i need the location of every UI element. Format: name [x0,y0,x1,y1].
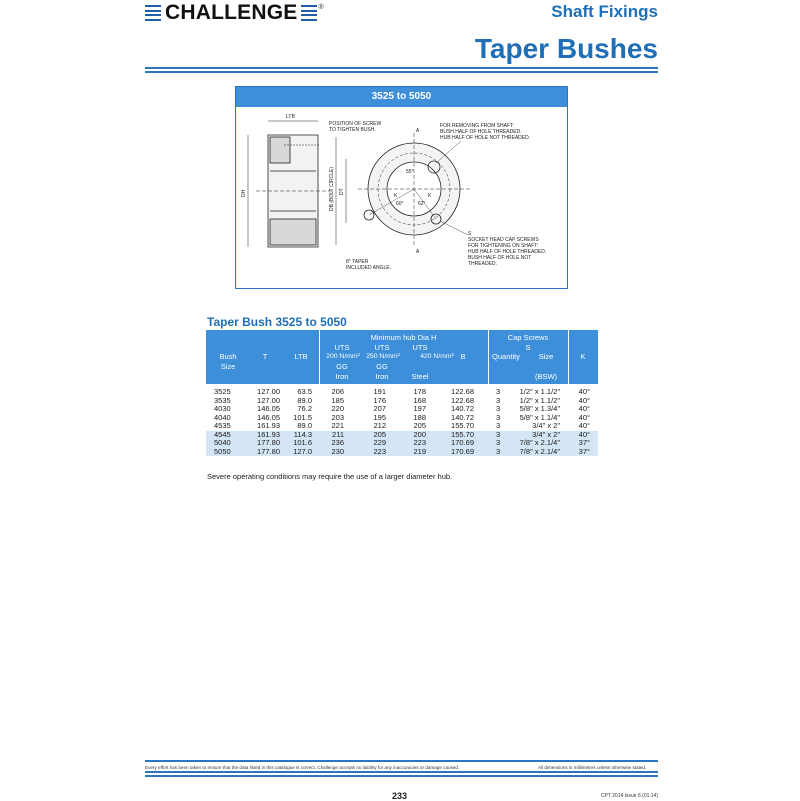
col-gg: GG [376,362,388,371]
table-cell: 127.00 [257,387,280,396]
table-cell: 3525 [214,387,231,396]
table-cell: 230 [331,446,344,456]
col-bush: Bush [219,352,237,361]
table-note: Severe operating conditions may require the use of a larger diameter hub. [207,472,453,481]
table-cell: 127.0 [293,446,312,456]
page-title: Taper Bushes [474,33,658,64]
socket-note: THREADED. [468,261,497,267]
col-ltb: LTB [294,352,308,361]
table-cell: 3 [496,404,501,413]
table-cell: 229 [373,438,386,447]
col-quantity: Quantity [492,352,520,361]
table-cell: 206 [331,387,344,396]
k-left-label: K [394,193,398,199]
table-cell: 203 [331,412,344,422]
table-cell: 3 [496,395,501,405]
col-cap-screws: Cap Screws [507,333,549,342]
dh-label: DH [241,189,247,197]
col-t: T [262,352,268,361]
table-cell: 207 [373,404,386,413]
header-rule [145,67,658,69]
footer-rule [145,760,658,762]
dt-label: DT [339,188,345,195]
col-uts: UTS [334,343,350,352]
table-cell: 37° [578,438,590,447]
table-cell: 127.00 [257,395,280,405]
table-cell: 76.2 [297,404,312,413]
table-cell: 3 [496,412,501,422]
table-cell: 89.0 [297,395,312,405]
taper-bush-table [206,330,598,456]
logo-stripes-icon [145,5,161,21]
footer-rule [145,771,658,773]
table-cell: 178 [413,387,426,396]
table-cell: 3 [496,429,501,439]
screw-position-label: TO TIGHTEN BUSH. [329,127,376,133]
socket-note: HUB HALF OF HOLE THREADED. [468,249,547,255]
col-420: 420 N/mm² [420,353,454,360]
col-uts: UTS [412,343,428,352]
table-cell: 219 [413,446,426,456]
taper-note: 8° TAPER [346,259,369,265]
section-a-top-label: A [416,128,420,134]
table-cell: 211 [332,429,344,439]
table-cell: 63.5 [297,387,312,396]
table-cell: 191 [373,387,386,396]
socket-note: SOCKET HEAD CAP SCREWS [468,237,539,243]
table-body [206,384,598,456]
table-cell: 212 [373,421,386,430]
table-cell: 197 [413,404,426,413]
issue-label: CPT 2014 Issue 6 (01.14) [600,793,658,799]
table-cell: 146.05 [257,404,280,413]
col-uts: UTS [374,343,390,352]
table-cell: 205 [413,421,426,430]
table-cell: 223 [413,438,426,447]
disclaimer: Every effort has been taken to ensure that the data listed in this catalogue is correct. Challenge accepts no liability for any inaccuracies or damage caused. [145,765,460,770]
table-cell: 140.72 [451,412,474,422]
col-size: Size [538,352,554,361]
col-iron: Iron [335,372,349,381]
dimensions-note: All dimensions in millimetres unless otherwise stated. [538,765,647,770]
table-cell: 205 [373,429,386,439]
table-cell: 3 [496,438,501,447]
table-cell: 1/2" x 1.1/2" [519,395,560,405]
table-cell: 7/8" x 2.1/4" [519,438,560,447]
table-cell: 140.72 [451,404,474,413]
table-cell: 146.05 [257,412,280,422]
angle-60-label: 60° [396,201,404,207]
col-250: 250 N/mm² [366,353,400,360]
table-cell: 170.69 [451,438,474,447]
table-cell: 3535 [214,395,231,405]
removing-note: FOR REMOVING FROM SHAFT: [440,123,514,129]
col-bush: Size [220,362,236,371]
table-cell: 4030 [214,404,231,413]
table-cell: 4040 [214,412,231,422]
s-label: S [468,231,472,237]
table-cell: 3 [496,421,501,430]
table-cell: 170.69 [451,446,474,456]
socket-note: BUSH HALF OF HOLE NOT [468,255,532,261]
table-cell: 177.80 [257,446,280,456]
table-cell: 40° [578,404,590,413]
table-cell: 5/8" x 1.1/4" [519,412,560,422]
table-cell: 101.5 [293,412,312,422]
angle-62-label: 62° [418,201,426,207]
col-min-hub: Minimum hub Dia H [370,333,437,342]
table-cell: 37° [578,446,590,456]
table-cell: 223 [373,446,386,456]
col-gg: GG [336,362,348,371]
k-right-label: K [428,193,432,199]
section-a-bottom-label: A [416,249,420,255]
table-cell: 7/8" x 2.1/4" [519,446,560,456]
table-cell: 4535 [214,421,231,430]
table-cell: 3 [496,387,501,396]
ltb-label: LTB [286,114,295,120]
table-header [206,330,598,384]
db-label: DB (BOLT CIRCLE) [329,167,335,211]
removing-note: BUSH HALF OF HOLE THREADED. [440,129,522,135]
col-200: 200 N/mm² [326,353,360,360]
table-cell: 40° [578,421,590,430]
table-cell: 176 [373,395,386,405]
page-number: 233 [392,791,408,801]
table-row [206,448,598,457]
section-title: Shaft Fixings [551,2,658,21]
table-cell: 40° [578,387,590,396]
table-cell: 221 [331,421,344,430]
table-cell: 3 [496,446,501,456]
table-cell: 177.80 [257,438,280,447]
header-rule [145,71,658,73]
taper-bush-drawing [236,107,567,288]
registered-mark: ® [318,4,324,11]
table-cell: 122.68 [451,387,474,396]
table-cell: 40° [578,429,590,439]
table-cell: 3/4" x 2" [532,421,560,430]
table-cell: 188 [413,412,426,422]
table-title: Taper Bush 3525 to 5050 [207,315,347,329]
diagram-heading: 3525 to 5050 [236,87,567,107]
brand-logo [145,2,324,24]
footer-rule [145,775,658,777]
table-cell: 155.70 [451,429,474,439]
table-cell: 236 [331,438,344,447]
col-s: S [525,343,531,352]
col-bsw: (BSW) [534,372,558,381]
table-cell: 101.6 [293,438,312,447]
col-iron: Iron [375,372,389,381]
removing-note: HUB HALF OF HOLE NOT THREADED. [440,135,531,141]
col-steel: Steel [411,372,429,381]
table-cell: 4545 [214,429,231,439]
table-cell: 3/4" x 2" [532,429,560,439]
diagram-panel [235,86,568,289]
col-b: B [460,352,466,361]
table-cell: 122.68 [451,395,474,405]
taper-note: INCLUDED ANGLE. [346,265,392,271]
table-cell: 114.3 [293,429,312,439]
table-cell: 40° [578,395,590,405]
table-cell: 5040 [214,438,231,447]
table-cell: 168 [413,395,426,405]
table-cell: 220 [331,404,344,413]
table-cell: 5050 [214,446,231,456]
table-cell: 200 [413,429,426,439]
screw-position-label: POSITION OF SCREW [329,121,382,127]
table-cell: 89.0 [297,421,312,430]
table-cell: 1/2" x 1.1/2" [519,387,560,396]
table-cell: 185 [331,395,344,405]
socket-note: FOR TIGHTENING ON SHAFT: [468,243,539,249]
angle-55-label: 55° [406,169,414,175]
table-cell: 155.70 [451,421,474,430]
logo-stripes-icon [301,5,317,21]
table-cell: 161.93 [257,421,280,430]
table-cell: 40° [578,412,590,422]
table-cell: 5/8" x 1.3/4" [519,404,560,413]
table-cell: 161.93 [257,429,280,439]
col-k: K [580,352,586,361]
table-cell: 195 [373,412,386,422]
brand-name: CHALLENGE [165,1,298,24]
